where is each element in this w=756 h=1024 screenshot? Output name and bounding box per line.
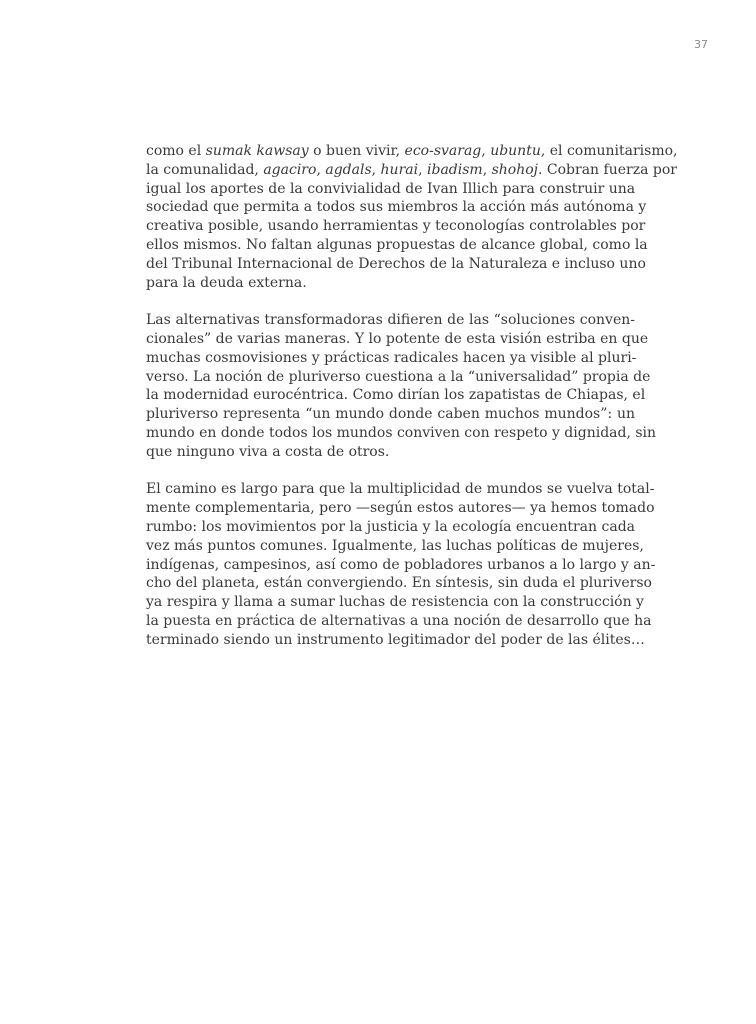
italic-term: shohoj	[491, 161, 539, 178]
text-run: ,	[418, 161, 427, 178]
text-run: mundo en donde todos los mundos conviven con respeto y dignidad, sin	[146, 424, 657, 441]
italic-term: hurai	[380, 161, 419, 178]
page-number: 37	[694, 38, 708, 51]
text-run: creativa posible, usando herramientas y teconologías controlables por	[146, 218, 646, 235]
paragraph	[146, 311, 657, 461]
text-line	[146, 556, 656, 575]
text-line	[146, 518, 635, 537]
text-line	[146, 255, 646, 274]
text-line	[146, 161, 677, 180]
paragraph	[146, 480, 656, 649]
text-run: la comunalidad,	[146, 161, 264, 178]
text-line	[146, 330, 649, 349]
text-line	[146, 593, 644, 612]
text-run: que ninguno viva a costa de otros.	[146, 443, 390, 460]
text-run: como el	[146, 143, 206, 159]
text-run: , el comunitarismo,	[540, 143, 678, 159]
text-line	[146, 274, 635, 293]
text-run: ,	[316, 161, 326, 178]
text-run: ya respira y llama a sumar luchas de resistencia con la construcción y	[146, 594, 644, 611]
text-line	[146, 537, 644, 556]
text-line	[146, 368, 651, 387]
text-run: ,	[371, 161, 381, 178]
text-line	[146, 631, 645, 650]
paragraph-gap	[146, 462, 635, 481]
text-line	[146, 198, 647, 217]
italic-term: eco-svarag	[404, 143, 482, 159]
text-run: terminado siendo un instrumento legitimador del poder de las élites…	[146, 631, 645, 648]
text-line	[146, 480, 655, 499]
text-run: muchas cosmovisiones y prácticas radicales hacen ya visible al pluri-	[146, 349, 637, 366]
text-line	[146, 236, 648, 255]
text-line	[146, 443, 635, 462]
text-run: verso. La noción de pluriverso cuestiona a la “universalidad” propia de	[146, 368, 651, 385]
text-run: ,	[481, 143, 491, 159]
italic-term: agdals	[325, 161, 372, 178]
text-run: . Cobran fuerza por	[538, 161, 677, 178]
text-run: cho del planeta, están convergiendo. En síntesis, sin duda el pluriverso	[146, 575, 652, 592]
text-run: para la deuda externa.	[146, 274, 307, 291]
text-run: indígenas, campesinos, así como de pobladores urbanos a lo largo y an-	[146, 556, 656, 573]
text-run: o buen vivir,	[308, 143, 405, 159]
text-run: la modernidad eurocéntrica. Como dirían los zapatistas de Chiapas, el	[146, 387, 646, 404]
text-run: Las alternativas transformadoras difieren de las “soluciones conven-	[146, 312, 635, 329]
text-line	[146, 574, 652, 593]
italic-term: sumak kawsay	[205, 143, 309, 159]
text-line	[146, 311, 635, 330]
text-line	[146, 349, 635, 368]
text-run: rumbo: los movimientos por la justicia y la ecología encuentran cada	[146, 518, 635, 535]
text-line	[146, 405, 635, 424]
text-run: El camino es largo para que la multiplicidad de mundos se vuelva total-	[146, 481, 655, 498]
text-run: pluriverso representa “un mundo donde caben muchos mundos”: un	[146, 406, 635, 423]
text-line	[146, 424, 657, 443]
text-run: sociedad que permita a todos sus miembros la acción más autónoma y	[146, 199, 647, 216]
text-run: ,	[482, 161, 492, 178]
text-line	[146, 612, 652, 631]
body-text	[146, 142, 678, 650]
text-line	[146, 386, 646, 405]
text-line	[146, 142, 678, 161]
text-run: cionales” de varias maneras. Y lo potente de esta visión estriba en que	[146, 330, 649, 347]
text-run: vez más puntos comunes. Igualmente, las luchas políticas de mujeres,	[146, 537, 644, 554]
text-line	[146, 180, 635, 199]
paragraph	[146, 142, 678, 292]
text-line	[146, 217, 646, 236]
italic-term: agaciro	[263, 161, 317, 178]
text-run: del Tribunal Internacional de Derechos de la Naturaleza e incluso uno	[146, 255, 646, 272]
text-run: igual los aportes de la convivialidad de Ivan Illich para construir una	[146, 180, 636, 197]
text-run: ellos mismos. No faltan algunas propuestas de alcance global, como la	[146, 236, 648, 253]
text-run: mente complementaria, pero —según estos autores— ya hemos tomado	[146, 500, 655, 517]
text-line	[146, 499, 655, 518]
paragraph-gap	[146, 292, 635, 311]
italic-term: ubuntu	[490, 143, 541, 159]
italic-term: ibadism	[427, 161, 483, 178]
text-run: la puesta en práctica de alternativas a una noción de desarrollo que ha	[146, 612, 652, 629]
